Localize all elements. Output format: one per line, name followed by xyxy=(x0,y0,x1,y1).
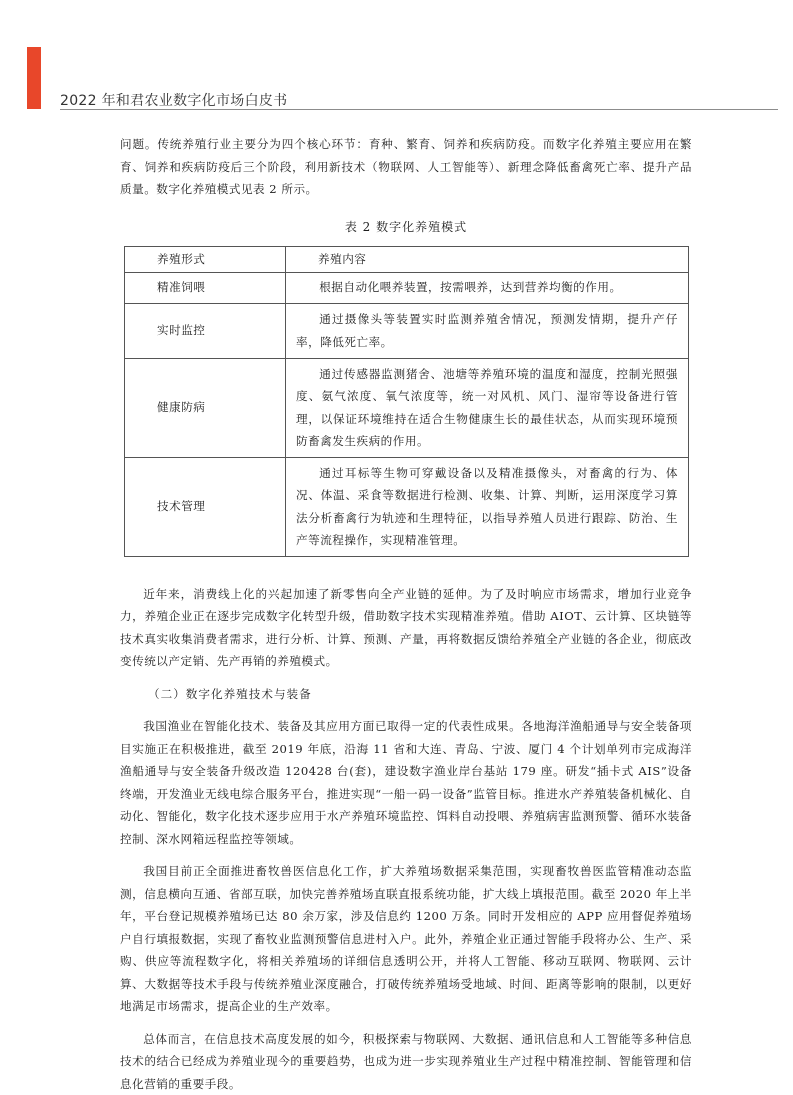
farming-modes-table xyxy=(124,246,689,557)
table-header-row xyxy=(125,247,689,273)
body-paragraph: 近年来，消费线上化的兴起加速了新零售向全产业链的延伸。为了及时响应市场需求，增加行业竞争力，养殖企业正在逐步完成数字化转型升级，借助数字技术实现精准养殖。借助 AIOT、云计算、区块链等技术真实收集消费者需求，进行分析、计算、预测、产量，再将数据反馈给养殖全产业链的各企业，彻底改变传统以产定销、先产再销的养殖模式。 xyxy=(120,583,692,673)
page-content xyxy=(120,133,692,1095)
table-cell-mode: 实时监控 xyxy=(125,303,286,358)
header-accent-bar xyxy=(27,47,41,109)
table-cell-content: 通过传感器监测猪舍、池塘等养殖环境的温度和湿度，控制光照强度、氨气浓度、氧气浓度等，统一对风机、风门、湿帘等设备进行管理，以保证环境维持在适合生物健康生长的最佳状态，从而实现环境预防畜禽发生疾病的作用。 xyxy=(286,358,689,457)
table-cell-content: 根据自动化喂养装置，按需喂养，达到营养均衡的作用。 xyxy=(286,272,689,303)
body-paragraph: 我国目前正全面推进畜牧兽医信息化工作，扩大养殖场数据采集范围，实现畜牧兽医监管精准动态监测，信息横向互通、省部互联，加快完善养殖场直联直报系统功能，扩大线上填报范围。截至 2020 年上半年，平台登记规模养殖场已达 80 余万家，涉及信息约 1200 万条。同时开发相应的 APP 应用督促养殖场户自行填报数据，实现了畜牧业监测预警信息进村入户。此外，养殖企业正通过智能手段将办公、生产、采购、供应等流程数字化，将相关养殖场的详细信息透明公开，并将人工智能、移动互联网、物联网、云计算、大数据等技术手段与传统养殖业深度融合，打破传统养殖场受地域、时间、距离等影响的限制，以更好地满足市场需求，提高企业的生产效率。 xyxy=(120,860,692,1018)
table-cell-mode: 健康防病 xyxy=(125,358,286,457)
table-caption: 表 2 数字化养殖模式 xyxy=(120,216,692,239)
intro-paragraph: 问题。传统养殖行业主要分为四个核心环节：育种、繁育、饲养和疾病防疫。而数字化养殖主要应用在繁育、饲养和疾病防疫后三个阶段，利用新技术（物联网、人工智能等）、新理念降低畜禽死亡率、提升产品质量。数字化养殖模式见表 2 所示。 xyxy=(120,133,692,201)
table-row xyxy=(125,358,689,457)
header-divider xyxy=(60,109,778,110)
table-cell-mode: 精准饲喂 xyxy=(125,272,286,303)
table-row xyxy=(125,303,689,358)
table-header-mode: 养殖形式 xyxy=(125,247,286,273)
table-cell-mode: 技术管理 xyxy=(125,457,286,556)
table-cell-content: 通过耳标等生物可穿戴设备以及精准摄像头，对畜禽的行为、体况、体温、采食等数据进行检测、收集、计算、判断，运用深度学习算法分析畜禽行为轨迹和生理特征，以指导养殖人员进行跟踪、防治、生产等流程操作，实现精准管理。 xyxy=(286,457,689,556)
table-row xyxy=(125,457,689,556)
page-header-title: 2022 年和君农业数字化市场白皮书 xyxy=(60,90,287,110)
table-cell-content: 通过摄像头等装置实时监测养殖舍情况，预测发情期，提升产仔率，降低死亡率。 xyxy=(286,303,689,358)
table-row xyxy=(125,272,689,303)
body-paragraph: 总体而言，在信息技术高度发展的如今，积极探索与物联网、大数据、通讯信息和人工智能等多种信息技术的结合已经成为养殖业现今的重要趋势，也成为进一步实现养殖业生产过程中精准控制、智能管理和信息化营销的重要手段。 xyxy=(120,1028,692,1095)
body-paragraph: 我国渔业在智能化技术、装备及其应用方面已取得一定的代表性成果。各地海洋渔船通导与安全装备项目实施正在积极推进，截至 2019 年底，沿海 11 省和大连、青岛、宁波、厦门 4 个计划单列市完成海洋渔船通导与安全装备升级改造 120428 台(套)，建设数字渔业岸台基站 179 座。研发“插卡式 AIS”设备终端，开发渔业无线电综合服务平台，推进实现“一船一码一设备”监管目标。推进水产养殖装备机械化、自动化、智能化，数字化技术逐步应用于水产养殖环境监控、饵料自动投喂、养殖病害监测预警、循环水装备控制、深水网箱远程监控等领域。 xyxy=(120,715,692,850)
section-subheading: （二）数字化养殖技术与装备 xyxy=(120,683,692,706)
table-header-content: 养殖内容 xyxy=(286,247,689,273)
